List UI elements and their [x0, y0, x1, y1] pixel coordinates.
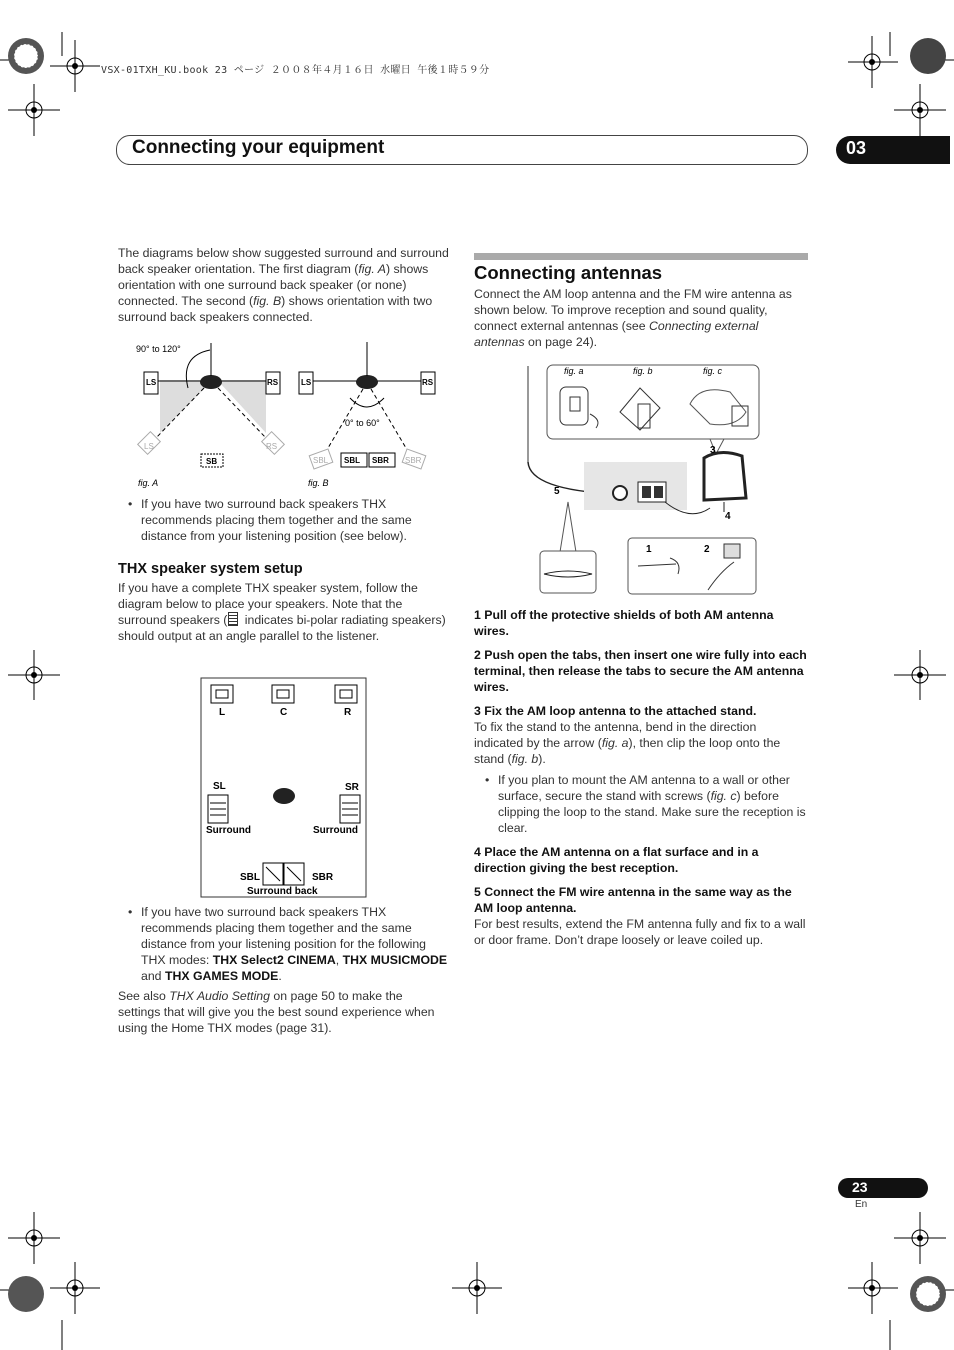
bipolar-speaker-icon [228, 612, 238, 626]
step-2: 2 Push open the tabs, then insert one wire fully into each terminal, then release the tabs to secure the AM antenna wires. [474, 648, 807, 694]
text-run: ), then clip the loop onto the stand ( [474, 736, 781, 766]
step-1: 1 Pull off the protective shields of both AM antenna wires. [474, 608, 774, 638]
angle-label-b: 0° to 60° [345, 418, 380, 428]
speaker-orientation-figures [130, 338, 450, 494]
bullet-marker: • [128, 905, 133, 919]
fig-a-label: fig. a [564, 366, 584, 376]
bullet-surround-back: If you have two surround back speakers THX recommends placing them together and the same distance from your listening position (see below). [141, 497, 412, 543]
text-run: THX GAMES MODE [164, 969, 279, 983]
sbr-rotated-label: SBR [405, 456, 422, 465]
callout-1: 1 [646, 544, 652, 555]
fm-wire-antenna [540, 551, 596, 593]
print-meta: VSX-01TXH_KU.book 23 ページ ２００８年４月１６日 水曜日 午後１時５９分 [101, 65, 490, 76]
ls-label: LS [146, 378, 157, 387]
text-run: THX Audio Setting [169, 989, 270, 1003]
text-run: Connect the AM loop antenna and the FM wire antenna as shown below. To improve reception and sound quality, connect external antennas (see [474, 287, 792, 333]
label-surround-back: Surround back [247, 886, 318, 897]
sbl-label: SBL [344, 456, 360, 465]
callout-4: 4 [725, 511, 731, 522]
bullet-marker: • [485, 773, 490, 787]
label-c: C [280, 707, 288, 718]
coverage-area-left [160, 380, 210, 433]
text-run: fig. A [358, 262, 386, 276]
text-run: If you plan to mount the AM antenna to a wall or other surface, secure the stand with screws ( [498, 773, 790, 803]
fig-b-caption: fig. B [308, 478, 329, 488]
listener-icon [200, 375, 222, 389]
bullet-marker: • [128, 497, 133, 511]
text-run: fig. c [710, 789, 737, 803]
angle-label-a: 90° to 120° [136, 344, 181, 354]
label-surround-left: Surround [206, 825, 251, 836]
text-run: To fix the stand to the antenna, bend in the direction indicated by the arrow ( [474, 720, 757, 750]
text-run: fig. b [511, 752, 539, 766]
step-5: 5 Connect the FM wire antenna in the same way as the AM loop antenna. [474, 885, 792, 915]
ls-label-b: LS [301, 378, 312, 387]
step-4: 4 Place the AM antenna on a flat surface and in a direction giving the best reception. [474, 845, 759, 875]
text-run: See also [118, 989, 170, 1003]
text-run: , [335, 953, 343, 967]
callout-2: 2 [704, 544, 710, 555]
fig-b-label: fig. b [633, 366, 653, 376]
left-intro [118, 245, 454, 325]
thx-paragraph [118, 580, 448, 644]
text-run: ) shows orientation with two surround back speakers connected. [118, 294, 433, 324]
text-run: The diagrams below show suggested surround and surround back speaker orientation. The first diagram ( [118, 246, 449, 276]
antenna-connection-figure [520, 362, 764, 598]
text-run: on page 50 to make the settings that will give you the best sound experience when using the Home THX modes (page 31). [118, 989, 435, 1035]
receiver-panel [584, 462, 687, 510]
label-sbl: SBL [240, 872, 260, 883]
sbl-rotated-label: SBL [313, 456, 329, 465]
thx-paragraph-a: If you have a complete THX speaker system, follow the diagram below to place your speakers. Note that the surround speakers ( [118, 581, 418, 627]
chapter-number: 03 [846, 138, 867, 158]
ls-rotated-label: LS [144, 442, 154, 451]
rs-rotated-label: RS [266, 442, 278, 451]
sbr-label: SBR [372, 456, 389, 465]
text-run: ) shows orientation with one surround back speaker (or none) connected. The second ( [118, 262, 429, 308]
callout-5: 5 [554, 486, 560, 497]
label-sl: SL [213, 781, 226, 792]
page-number: 23 [852, 1179, 868, 1195]
text-run: ). [538, 752, 546, 766]
label-sbr: SBR [312, 872, 334, 883]
fig-a-caption: fig. A [138, 478, 159, 488]
label-r: R [344, 707, 352, 718]
label-surround-right: Surround [313, 825, 358, 836]
page-language: En [855, 1199, 868, 1210]
sb-label: SB [206, 457, 218, 466]
thx-heading: THX speaker system setup [118, 561, 303, 577]
step-3: 3 Fix the AM loop antenna to the attached stand. [474, 704, 757, 718]
listener-icon [273, 788, 295, 804]
step-3-body [474, 719, 808, 767]
label-sr: SR [345, 782, 359, 793]
step-3-bullet [498, 772, 810, 836]
see-also-paragraph [118, 988, 448, 1036]
section-rule [474, 253, 808, 260]
text-run: fig. a [601, 736, 629, 750]
thx-paragraph-b: indicates bi-polar radiating speakers) should output at an angle parallel to the listener. [118, 613, 446, 643]
coverage-area-right [220, 380, 266, 433]
text-run: . [278, 969, 282, 983]
text-run: and [141, 969, 165, 983]
label-l: L [219, 707, 226, 718]
section-heading: Connecting antennas [474, 262, 663, 283]
fm-terminal [613, 486, 627, 500]
bullet-thx-modes [141, 904, 451, 984]
text-run: ) before clipping the loop to the stand. Make sure the reception is clear. [498, 789, 806, 835]
fig-c-label: fig. c [703, 366, 723, 376]
step-5-body: For best results, extend the FM antenna fully and fix to a wall or door frame. Don’t drape loosely or leave coiled up. [474, 917, 806, 947]
text-run: THX MUSICMODE [342, 953, 448, 967]
am-loop-antenna [704, 452, 746, 500]
rs-label-b: RS [422, 378, 434, 387]
text-run: on page 24). [524, 335, 598, 349]
text-run: THX Select2 CINEMA [212, 953, 336, 967]
page-title: Connecting your equipment [132, 137, 385, 158]
antennas-intro [474, 286, 808, 350]
thx-speaker-diagram [200, 677, 368, 899]
text-run: Connecting external antennas [474, 319, 759, 349]
text-run: fig. B [253, 294, 282, 308]
text-run: If you have two surround back speakers THX recommends placing them together and the same distance from your listening position for the following THX modes: [141, 905, 427, 967]
callout-3: 3 [710, 445, 716, 456]
rs-label: RS [267, 378, 279, 387]
